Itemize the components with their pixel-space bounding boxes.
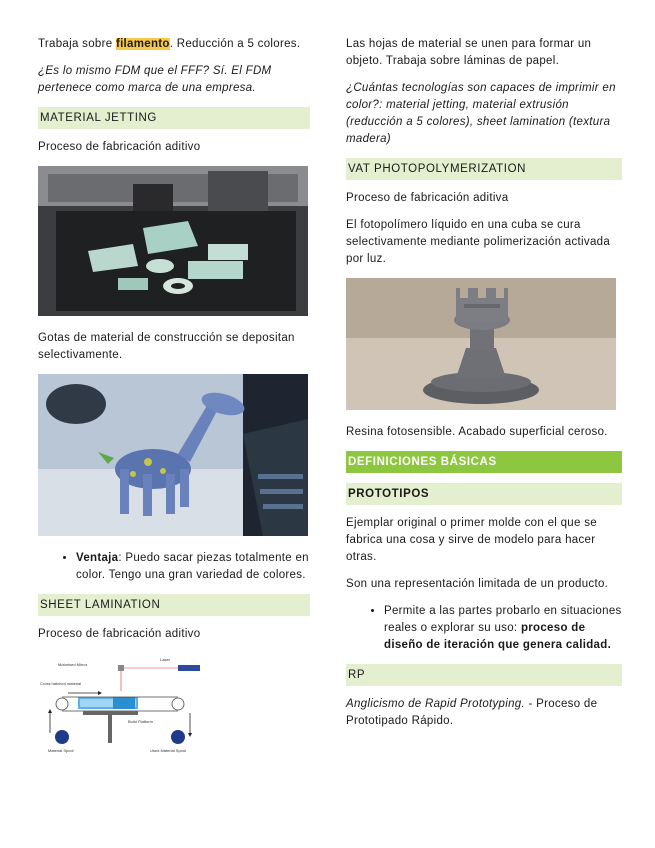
heading-material-jetting: MATERIAL JETTING bbox=[38, 107, 310, 129]
mj-process: Proceso de fabricación aditivo bbox=[38, 141, 201, 153]
rp-text: - Proceso de Prototipado Rápido. bbox=[346, 698, 598, 727]
left-column bbox=[38, 36, 310, 772]
highlighted-word: filamento bbox=[115, 38, 170, 50]
diagram-label-cross: Cross hatched material bbox=[40, 681, 82, 686]
fdm-note-text-end: . Reducción a 5 colores. bbox=[169, 38, 301, 50]
heading-sheet-lamination: SHEET LAMINATION bbox=[38, 594, 310, 616]
fdm-note bbox=[38, 36, 310, 53]
material-jetting-printer-image bbox=[38, 166, 310, 316]
bullet-text: Permite a las partes probarlo en situaciones reales o explorar su uso: bbox=[384, 605, 622, 634]
color-technologies-question: ¿Cuántas tecnologías son capaces de imprimir en color?: material jetting, material extrusión (reducción a 5 colores), sheet lamination (textura madera) bbox=[346, 82, 616, 145]
rp-italic-text: Anglicismo de Rapid Prototyping. bbox=[346, 698, 525, 710]
vat-resin-note: Resina fotosensible. Acabado superficial ceroso. bbox=[346, 426, 608, 438]
vat-description: El fotopolímero líquido en una cuba se cura selectivamente mediante polimerización activada por luz. bbox=[346, 219, 611, 265]
sl-description: Las hojas de material se unen para formar un objeto. Trabaja sobre láminas de papel. bbox=[346, 38, 592, 67]
fdm-note-text: Trabaja sobre bbox=[38, 38, 116, 50]
mj-advantages-list bbox=[38, 550, 310, 584]
list-item bbox=[384, 603, 622, 654]
right-column bbox=[346, 36, 622, 740]
rp-definition bbox=[346, 696, 622, 730]
list-item bbox=[76, 550, 310, 584]
bullet-bold-text: proceso de diseño de iteración que genera calidad. bbox=[384, 622, 612, 651]
diagram-label-laser: Laser bbox=[160, 657, 171, 662]
mj-droplets: Gotas de material de construcción se depositan selectivamente. bbox=[38, 332, 295, 361]
bullet-text: : Puedo sacar piezas totalmente en color. Tengo una gran variedad de colores. bbox=[76, 552, 309, 581]
diagram-label-used-spool: Used Material Spool bbox=[150, 748, 187, 753]
heading-definiciones-basicas: DEFINICIONES BÁSICAS bbox=[346, 451, 622, 473]
proto-definition: Ejemplar original o primer molde con el que se fabrica una cosa y sirve de modelo para hacer otras. bbox=[346, 517, 597, 563]
sl-process: Proceso de fabricación aditivo bbox=[38, 628, 201, 640]
proto-list bbox=[346, 603, 622, 654]
bullet-label: Ventaja bbox=[76, 552, 119, 564]
vat-process: Proceso de fabricación aditiva bbox=[346, 192, 509, 204]
sheet-lamination-diagram bbox=[38, 653, 310, 758]
heading-prototipos: PROTOTIPOS bbox=[346, 483, 622, 505]
diagram-label-mirror: Motorised Mirror bbox=[58, 662, 88, 667]
diagram-label-spool: Material Spool bbox=[48, 748, 74, 753]
diagram-label-build: Build Platform bbox=[128, 719, 153, 724]
color-giraffe-model-image bbox=[38, 374, 310, 536]
heading-vat-photopolymerization: VAT PHOTOPOLYMERIZATION bbox=[346, 158, 622, 180]
proto-limited: Son una representación limitada de un producto. bbox=[346, 578, 609, 590]
heading-rp: RP bbox=[346, 664, 622, 686]
resin-chess-rook-image bbox=[346, 278, 622, 410]
fdm-question: ¿Es lo mismo FDM que el FFF? Sí. El FDM pertenece como marca de una empresa. bbox=[38, 65, 272, 94]
